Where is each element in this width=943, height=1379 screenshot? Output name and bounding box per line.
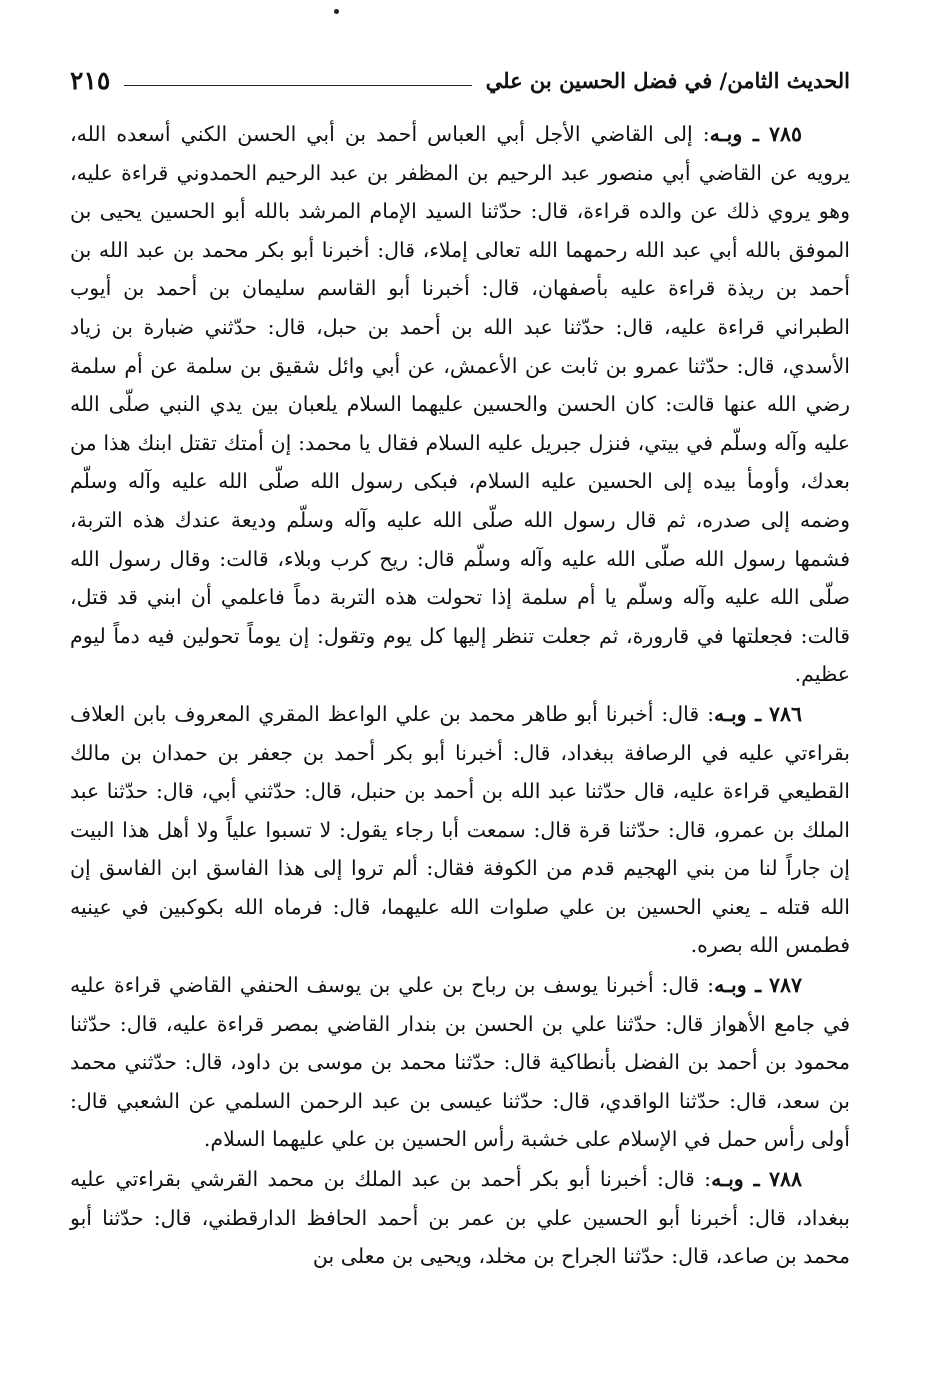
hadith-paragraph-786 [70,695,850,965]
hadith-paragraph-785 [70,115,850,694]
paragraph-marker: ـ وبـه [709,122,759,146]
header-rule [124,85,471,86]
header-title: الحديث الثامن/ في فضل الحسين بن علي [485,67,850,93]
hadith-paragraph-787 [70,966,850,1159]
paragraph-number: ٧٨٦ [768,701,802,726]
paragraph-number: ٧٨٥ [768,122,802,146]
running-header [70,60,850,100]
paragraph-marker: ـ وبـه [711,1167,760,1192]
paragraph-marker: ـ وبـه [713,701,762,726]
hadith-paragraph-788 [70,1160,850,1276]
paragraph-number: ٧٨٨ [768,1167,802,1192]
page-number: ٢١٥ [70,65,111,95]
body-text [70,115,850,1277]
paragraph-number: ٧٨٧ [768,973,802,998]
paragraph-text: : إلى القاضي الأجل أبي العباس أحمد بن أبي الحسن الكني أسعده الله، يرويه عن القاضي أبي منصور عبد الرحيم بن المظفر بن عبد الرحيم الحمدوني قراءة عليه، وهو يروي ذلك عن والده قراءة، قال: حدّثنا السيد الإمام المرشد بالله أبو الحسين يحيى بن الموفق بالله أبي عبد الله رحمهما الله تعالى إملاء، قال: أخبرنا أبو بكر محمد بن عبد الله بن أحمد بن ريذة قراءة عليه بأصفهان، قال: أخبرنا أبو القاسم سليمان بن أحمد بن أيوب الطبراني قراءة عليه، قال: حدّثنا عبد الله بن أحمد بن حبل، قال: حدّثني ضبارة بن زياد الأسدي، قال: حدّثنا عمرو بن ثابت عن الأعمش، عن أبي وائل شقيق بن سلمة عن أم سلمة رضي الله عنها قالت: كان الحسن والحسين عليهما السلام يلعبان بين يدي النبي صلّى الله عليه وآله وسلّم في بيتي، فنزل جبريل عليه السلام فقال يا محمد: إن أمتك تقتل ابنك هذا من بعدك، وأومأ بيده إلى الحسين عليه السلام، فبكى رسول الله صلّى الله عليه وآله وسلّم وضمه إلى صدره، ثم قال رسول الله صلّى الله عليه وآله وسلّم وديعة عندك هذه التربة، فشمها رسول الله صلّى الله عليه وآله وسلّم قال: ريح كرب وبلاء، قالت: وقال رسول الله صلّى الله عليه وآله وسلّم يا أم سلمة إذا تحولت هذه التربة دماً فاعلمي أن ابني قد قتل، قالت: فجعلتها في قارورة، ثم جعلت تنظر إليها كل يوم وتقول: إن يوماً تحولين فيه دماً ليوم عظيم. [70,122,850,687]
ink-dot [334,9,339,14]
paragraph-text: : قال: أخبرنا أبو بكر أحمد بن عبد الملك بن محمد القرشي بقراءتي عليه ببغداد، قال: أخبرنا أبو الحسين علي بن عمر بن أحمد الحافظ الدارقطني، قال: حدّثنا أبو محمد بن صاعد، قال: حدّثنا الجراح بن مخلد، ويحيى بن معلى بن [70,1167,850,1269]
paragraph-text: : قال: أخبرنا يوسف بن رباح بن علي بن يوسف الحنفي القاضي قراءة عليه في جامع الأهواز قال: حدّثنا علي بن الحسن بن بندار القاضي بمصر قراءة عليه، قال: حدّثنا محمود بن أحمد بن الفضل بأنطاكية قال: حدّثنا محمد بن موسى بن داود، قال: حدّثني محمد بن سعد، قال: حدّثنا الواقدي، قال: حدّثنا عيسى بن عبد الرحمن السلمي عن الشعبي قال: أولى رأس حمل في الإسلام على خشبة رأس الحسين بن علي عليهما السلام. [70,973,850,1152]
book-page [70,0,850,1379]
paragraph-marker: ـ وبـه [714,973,762,998]
paragraph-text: : قال: أخبرنا أبو طاهر محمد بن علي الواعظ المقري المعروف بابن العلاف بقراءتي عليه في الرصافة ببغداد، قال: أخبرنا أبو بكر أحمد بن جعفر بن حمدان بن مالك القطيعي قراءة عليه، قال حدّثنا عبد الله بن أحمد بن حنبل، قال: حدّثني أبي، قال: حدّثنا عبد الملك بن عمرو، قال: حدّثنا قرة قال: سمعت أبا رجاء يقول: لا تسبوا علياً ولا أهل هذا البيت إن جاراً لنا من بني الهجيم قدم من الكوفة فقال: ألم تروا إلى هذا الفاسق ابن الفاسق إن الله قتله ـ يعني الحسين بن علي صلوات الله عليهما، قال: فرماه الله بكوكبين في عينيه فطمس الله بصره. [70,701,850,958]
